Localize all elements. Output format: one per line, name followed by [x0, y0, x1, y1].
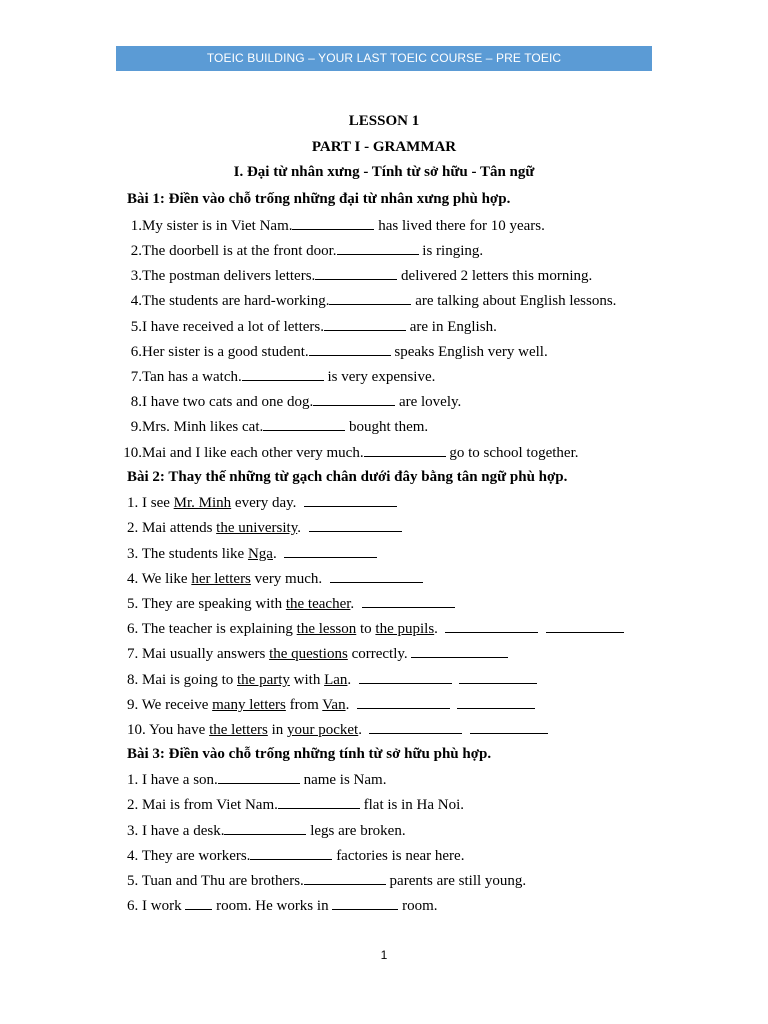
item-text: Her sister is a good student. [142, 344, 309, 360]
item-text: 9. We receive [127, 697, 213, 713]
answer-blank[interactable] [457, 694, 535, 709]
exercise-1-item [127, 290, 616, 311]
answer-blank[interactable] [284, 543, 377, 558]
answer-blank[interactable] [359, 669, 452, 684]
item-text: is ringing. [418, 243, 484, 259]
item-text: in [267, 722, 287, 738]
answer-blank[interactable] [224, 820, 306, 835]
answer-blank[interactable] [329, 290, 411, 305]
answer-blank[interactable] [330, 568, 423, 583]
item-text: Mai and I like each other very much. [142, 445, 364, 461]
item-text: is very expensive. [323, 369, 436, 385]
item-text: to [356, 621, 376, 637]
exercise-1-item [127, 416, 428, 437]
exercise-2-item [127, 517, 402, 538]
exercise-3-item [127, 845, 464, 866]
underlined-phrase: the teacher [285, 596, 351, 612]
answer-blank[interactable] [292, 215, 374, 230]
item-text: The students are hard-working. [142, 293, 330, 309]
item-text: . [272, 546, 277, 562]
answer-blank[interactable] [313, 391, 395, 406]
exercise-1-item [127, 316, 497, 337]
item-number: 6. [130, 344, 142, 360]
item-text: My sister is in Viet Nam. [142, 218, 293, 234]
exercise-1-item [127, 215, 545, 236]
item-text: . [358, 722, 362, 738]
item-number: 7. [130, 369, 142, 385]
answer-blank[interactable] [337, 240, 419, 255]
underlined-phrase: the university [216, 520, 298, 536]
exercise-2-item [127, 669, 537, 690]
answer-blank[interactable] [411, 643, 508, 658]
answer-blank[interactable] [218, 769, 300, 784]
item-text: 8. Mai is going to [127, 672, 238, 688]
answer-blank[interactable] [324, 316, 406, 331]
answer-blank[interactable] [250, 845, 332, 860]
underlined-phrase: the pupils [375, 621, 435, 637]
item-text: are in English. [406, 319, 497, 335]
item-text: I have two cats and one dog. [142, 394, 314, 410]
section-title: I. Đại từ nhân xưng - Tính từ sở hữu - Tân ngữ [233, 164, 535, 180]
item-text: . [434, 621, 438, 637]
exercise-2-item [127, 719, 548, 740]
exercise-2-item [127, 593, 455, 614]
answer-blank[interactable] [369, 719, 462, 734]
item-text: 10. You have [127, 722, 210, 738]
item-number: 8. [130, 394, 142, 410]
item-text: . [345, 697, 350, 713]
underlined-phrase: the lesson [296, 621, 357, 637]
exercise-2-heading: Bài 2: Thay thế những từ gạch chân dưới đây bằng tân ngữ phù hợp. [127, 469, 568, 485]
item-number: 1. [130, 218, 142, 234]
item-text: 2. Mai is from Viet Nam. [127, 797, 278, 813]
exercise-2-item [127, 618, 624, 639]
item-text: with [289, 672, 325, 688]
item-text: parents are still young. [385, 873, 527, 889]
item-text: factories is near here. [332, 848, 465, 864]
item-text: are lovely. [395, 394, 462, 410]
item-text: 4. We like [127, 571, 192, 587]
exercise-1-heading: Bài 1: Điền vào chỗ trống những đại từ nhân xưng phù hợp. [127, 191, 511, 207]
item-text: flat is in Ha Noi. [359, 797, 465, 813]
exercise-3-item [127, 870, 526, 891]
exercise-3-heading: Bài 3: Điền vào chỗ trống những tính từ sở hữu phù hợp. [127, 746, 492, 762]
answer-blank[interactable] [357, 694, 450, 709]
item-text: 2. Mai attends [127, 520, 217, 536]
item-text: 1. I see [127, 495, 174, 511]
answer-blank[interactable] [332, 895, 398, 910]
item-text: every day. [231, 495, 297, 511]
item-text: name is Nam. [299, 772, 387, 788]
answer-blank[interactable] [315, 265, 397, 280]
item-text: bought them. [345, 419, 429, 435]
exercise-1-item [127, 240, 483, 261]
exercise-2-item [127, 568, 423, 589]
exercise-1-item [127, 366, 435, 387]
exercise-3-item [127, 769, 386, 790]
item-text: 6. The teacher is explaining [127, 621, 297, 637]
underlined-phrase: Mr. Minh [173, 495, 232, 511]
item-text: 3. I have a desk. [127, 823, 225, 839]
underlined-phrase: your pocket [287, 722, 359, 738]
item-text: has lived there for 10 years. [374, 218, 545, 234]
answer-blank[interactable] [364, 442, 446, 457]
item-text: legs are broken. [306, 823, 406, 839]
item-text: The doorbell is at the front door. [142, 243, 337, 259]
answer-blank[interactable] [470, 719, 548, 734]
answer-blank[interactable] [309, 341, 391, 356]
underlined-phrase: the party [237, 672, 290, 688]
answer-blank[interactable] [242, 366, 324, 381]
exercise-2-item [127, 694, 535, 715]
answer-blank[interactable] [309, 517, 402, 532]
item-text: 5. They are speaking with [127, 596, 286, 612]
item-text: Mrs. Minh likes cat. [142, 419, 264, 435]
item-text: from [285, 697, 323, 713]
underlined-phrase: Van [322, 697, 346, 713]
exercise-1-item [123, 442, 579, 463]
exercise-2-item [127, 643, 508, 664]
item-text: 3. The students like [127, 546, 248, 562]
item-text: very much. [250, 571, 323, 587]
item-text: 5. Tuan and Thu are brothers. [127, 873, 304, 889]
item-text: . [347, 672, 352, 688]
underlined-phrase: the letters [209, 722, 268, 738]
item-text: are talking about English lessons. [411, 293, 617, 309]
exercise-1-item [127, 391, 461, 412]
item-text: delivered 2 letters this morning. [397, 268, 593, 284]
answer-blank[interactable] [278, 794, 360, 809]
exercise-3-item [127, 895, 438, 916]
item-text: room. He works in [212, 898, 333, 914]
underlined-phrase: her letters [191, 571, 251, 587]
item-text: I have received a lot of letters. [142, 319, 324, 335]
item-text: 4. They are workers. [127, 848, 251, 864]
answer-blank[interactable] [304, 870, 386, 885]
underlined-phrase: many letters [212, 697, 286, 713]
page-number: 1 [380, 948, 388, 962]
answer-blank[interactable] [185, 895, 212, 910]
item-text: 6. I work [127, 898, 186, 914]
item-number: 4. [130, 293, 142, 309]
part-title: PART I - GRAMMAR [311, 139, 457, 155]
underlined-phrase: Lan [324, 672, 348, 688]
item-text: The postman delivers letters. [142, 268, 316, 284]
item-text: go to school together. [445, 445, 579, 461]
item-number: 2. [130, 243, 142, 259]
exercise-2-item [127, 492, 397, 513]
answer-blank[interactable] [362, 593, 455, 608]
exercise-1-item [127, 341, 548, 362]
lesson-title: LESSON 1 [348, 113, 420, 129]
underlined-phrase: Nga [247, 546, 273, 562]
answer-blank[interactable] [546, 618, 624, 633]
answer-blank[interactable] [445, 618, 538, 633]
header-banner: TOEIC BUILDING – YOUR LAST TOEIC COURSE – PRE TOEIC [116, 46, 652, 71]
item-text: 1. I have a son. [127, 772, 218, 788]
item-text: Tan has a watch. [142, 369, 242, 385]
exercise-2-item [127, 543, 377, 564]
exercise-3-item [127, 794, 464, 815]
item-text: 7. Mai usually answers [127, 646, 270, 662]
item-number: 5. [130, 319, 142, 335]
answer-blank[interactable] [304, 492, 397, 507]
exercise-3-item [127, 820, 406, 841]
item-text: room. [398, 898, 438, 914]
item-text: . [297, 520, 301, 536]
answer-blank[interactable] [263, 416, 345, 431]
item-text: speaks English very well. [390, 344, 548, 360]
item-number: 10. [123, 445, 142, 461]
exercise-1-item [127, 265, 592, 286]
item-text: correctly. [347, 646, 408, 662]
item-number: 3. [130, 268, 142, 284]
underlined-phrase: the questions [269, 646, 348, 662]
item-text: . [350, 596, 355, 612]
item-number: 9. [130, 419, 142, 435]
answer-blank[interactable] [459, 669, 537, 684]
